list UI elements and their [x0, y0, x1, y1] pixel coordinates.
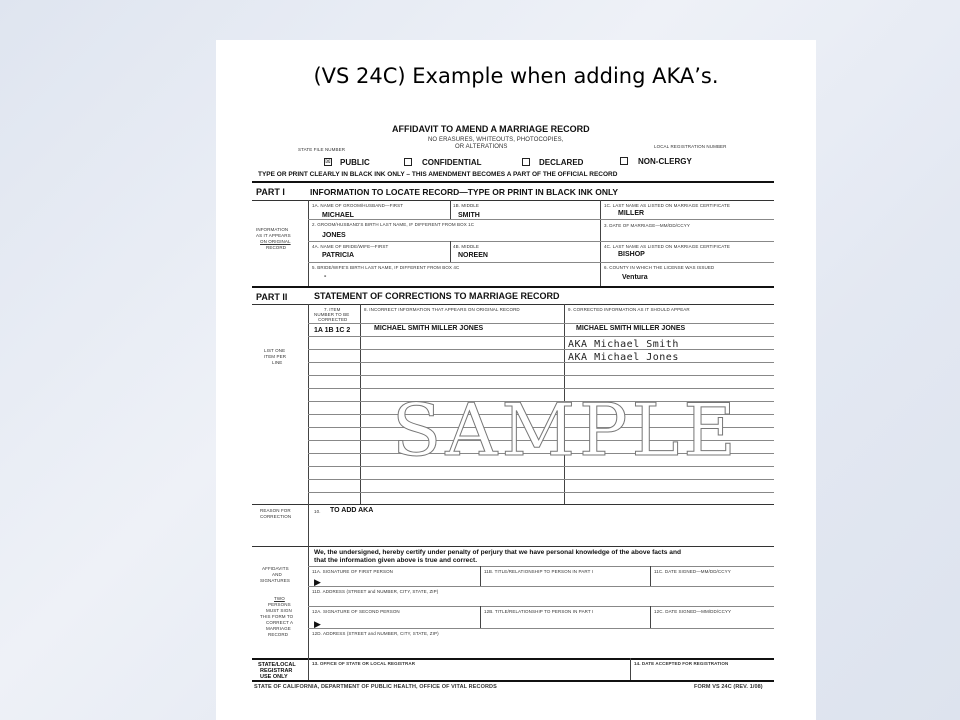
field-4a-value[interactable]: PATRICIA [322, 252, 355, 259]
non-clergy-checkbox[interactable] [620, 157, 628, 165]
field-11a-label: 11A. SIGNATURE OF FIRST PERSON [312, 569, 394, 574]
registrar-side-2: REGISTRAR [260, 668, 293, 674]
field-4c-value[interactable]: BISHOP [618, 251, 645, 258]
affidavit-statement-2: that the information given above is true and correct. [314, 557, 478, 564]
handwritten-aka-1: AKA Michael Smith [568, 339, 679, 350]
part1-side-3: ON ORIGINAL [260, 239, 291, 244]
part2-side-3: LINE [272, 360, 283, 365]
affidavit-side-6: MUST SIGN [266, 608, 292, 613]
affidavit-side-3: SIGNATURES [260, 578, 290, 583]
affidavit-side-10: RECORD [268, 632, 289, 637]
field-12a-label: 12A. SIGNATURE OF SECOND PERSON [312, 609, 400, 614]
part2-label: PART II [256, 292, 288, 302]
option-declared-label: DECLARED [539, 158, 584, 167]
registrar-side-1: STATE/LOCAL [258, 662, 296, 668]
option-public-label: PUBLIC [340, 158, 370, 167]
instruction-text: TYPE OR PRINT CLEARLY IN BLACK INK ONLY – THIS AMENDMENT BECOMES A PART OF THE OFFICIAL RECORD [258, 171, 618, 178]
reason-side-2: CORRECTION [260, 514, 292, 519]
declared-checkbox[interactable] [522, 158, 530, 166]
form-subtitle-2: OR ALTERATIONS [455, 144, 508, 150]
local-reg-label: LOCAL REGISTRATION NUMBER [654, 144, 727, 149]
sample-watermark: SAMPLE [392, 388, 740, 472]
part1-side-4: RECORD [266, 245, 287, 250]
affidavit-side-7: THIS FORM TO [260, 614, 294, 619]
field-12d-label: 12D. ADDRESS (STREET and NUMBER, CITY, STATE, ZIP) [312, 631, 439, 636]
field-4a-label: 4A. NAME OF BRIDE/WIFE—FIRST [312, 244, 389, 249]
registrar-side-3: USE ONLY [260, 674, 288, 680]
affidavit-side-4: TWO [274, 596, 285, 601]
field-12b-label: 12B. TITLE/RELATIONSHIP TO PERSON IN PART I [484, 609, 594, 614]
field-4c-label: 4C. LAST NAME AS LISTED ON MARRIAGE CERTIFICATE [604, 244, 730, 249]
field-11c-label: 11C. DATE SIGNED—MM/DD/CCYY [654, 569, 731, 574]
affidavit-statement-1: We, the undersigned, hereby certify under penalty of perjury that we have personal knowledge of the above facts and [314, 549, 682, 556]
field-6-value[interactable]: Ventura [622, 274, 648, 281]
field-6-label: 6. COUNTY IN WHICH THE LICENSE WAS ISSUED [604, 265, 715, 270]
field-13-label: 13. OFFICE OF STATE OR LOCAL REGISTRAR [312, 661, 416, 666]
affidavit-side-1: AFFIDAVITS [262, 566, 289, 571]
field-3-label: 3. DATE OF MARRIAGE—MM/DD/CCYY [604, 223, 690, 228]
col9-label: 9. CORRECTED INFORMATION AS IT SHOULD APPEAR [568, 307, 690, 312]
row1-incorrect-info[interactable]: MICHAEL SMITH MILLER JONES [374, 325, 484, 332]
field-5-label: 5. BRIDE/WIFE'S BIRTH LAST NAME, IF DIFFERENT FROM BOX 4C [312, 265, 460, 270]
part2-side-2: ITEM PER [264, 354, 287, 359]
part1-side-2: AS IT APPEARS [256, 233, 291, 238]
field-2-value[interactable]: JONES [322, 232, 346, 239]
field-4b-value[interactable]: NOREEN [458, 252, 488, 259]
field-11d-label: 11D. ADDRESS (STREET and NUMBER, CITY, STATE, ZIP) [312, 589, 439, 594]
option-confidential-label: CONFIDENTIAL [422, 158, 482, 167]
state-file-label: STATE FILE NUMBER [298, 147, 346, 152]
confidential-checkbox[interactable] [404, 158, 412, 166]
part1-side-1: INFORMATION [256, 227, 289, 232]
field-2-label: 2. GROOM/HUSBAND'S BIRTH LAST NAME, IF DIFFERENT FROM BOX 1C [312, 222, 475, 227]
field-1c-value[interactable]: MILLER [618, 210, 645, 217]
row1-item-numbers[interactable]: 1A 1B 1C 2 [314, 327, 351, 334]
field-14-label: 14. DATE ACCEPTED FOR REGISTRATION [634, 661, 729, 666]
col8-label: 8. INCORRECT INFORMATION THAT APPEARS ON ORIGINAL RECORD [364, 307, 520, 312]
handwritten-aka-2: AKA Michael Jones [568, 352, 679, 363]
signature-2-arrow-icon: ▶ [314, 619, 321, 629]
public-checkbox[interactable]: ☒ [325, 159, 331, 165]
reason-value[interactable]: TO ADD AKA [330, 507, 374, 514]
part1-header: INFORMATION TO LOCATE RECORD—TYPE OR PRINT IN BLACK INK ONLY [310, 187, 619, 197]
part1-label: PART I [256, 187, 285, 197]
affidavit-side-8: CORRECT A [266, 620, 294, 625]
marriage-amendment-form [252, 120, 774, 694]
reason-side-1: REASON FOR [260, 508, 291, 513]
affidavit-side-2: AND [272, 572, 282, 577]
row1-corrected-info[interactable]: MICHAEL SMITH MILLER JONES [576, 325, 686, 332]
form-subtitle-1: NO ERASURES, WHITEOUTS, PHOTOCOPIES, [428, 137, 564, 143]
field-4b-label: 4B. MIDDLE [453, 244, 480, 249]
field-1c-label: 1C. LAST NAME AS LISTED ON MARRIAGE CERTIFICATE [604, 203, 730, 208]
col7-label-2: NUMBER TO BE [314, 312, 350, 317]
affidavit-side-9: MARRIAGE [266, 626, 291, 631]
field-12c-label: 12C. DATE SIGNED—MM/DD/CCYY [654, 609, 732, 614]
part2-header: STATEMENT OF CORRECTIONS TO MARRIAGE RECORD [314, 291, 560, 301]
reason-number: 10. [314, 509, 321, 514]
footer-form-number: FORM VS 24C (REV. 1/08) [694, 684, 763, 690]
field-5-value[interactable]: - [324, 273, 327, 280]
part2-side-1: LIST ONE [264, 348, 286, 353]
signature-1-arrow-icon: ▶ [314, 577, 321, 587]
field-1a-label: 1A. NAME OF GROOM/HUSBAND—FIRST [312, 203, 404, 208]
field-1b-value[interactable]: SMITH [458, 212, 480, 219]
option-non-clergy-label: NON-CLERGY [638, 157, 692, 166]
form-title: AFFIDAVIT TO AMEND A MARRIAGE RECORD [392, 124, 590, 134]
field-1b-label: 1B. MIDDLE [453, 203, 480, 208]
footer-agency: STATE OF CALIFORNIA, DEPARTMENT OF PUBLIC HEALTH, OFFICE OF VITAL RECORDS [254, 684, 497, 690]
col7-label-3: CORRECTED [318, 317, 348, 322]
col7-label-1: 7. ITEM [324, 307, 341, 312]
slide-title: (VS 24C) Example when adding AKA’s. [313, 64, 719, 88]
field-1a-value[interactable]: MICHAEL [322, 212, 354, 219]
affidavit-side-5: PERSONS [268, 602, 291, 607]
field-11b-label: 11B. TITLE/RELATIONSHIP TO PERSON IN PART I [484, 569, 594, 574]
